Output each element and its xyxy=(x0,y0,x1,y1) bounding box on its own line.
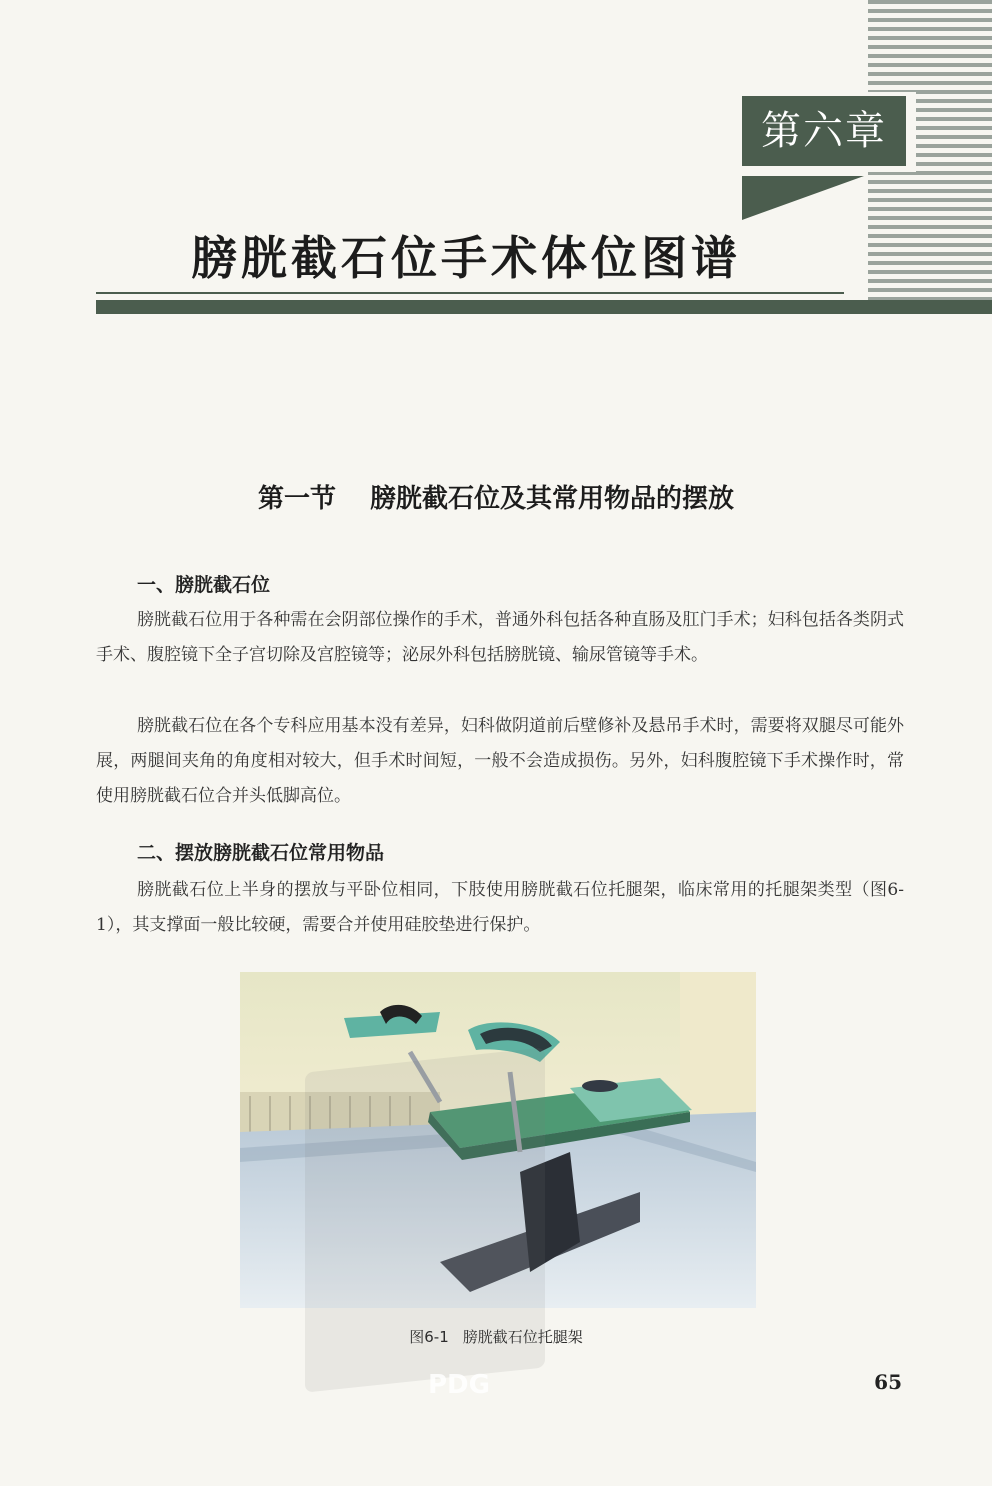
section-heading: 膀胱截石位及其常用物品的摆放 xyxy=(370,484,735,514)
section-title xyxy=(0,478,992,515)
figure-number: 图6-1 xyxy=(409,1328,449,1346)
section-number: 第一节 xyxy=(257,484,336,514)
paragraph-3: 膀胱截石位上半身的摆放与平卧位相同，下肢使用膀胱截石位托腿架，临床常用的托腿架类型（图6-1），其支撑面一般比较硬，需要合并使用硅胶垫进行保护。 xyxy=(96,880,904,935)
watermark-stamp xyxy=(305,1047,545,1392)
subsection-heading-2: 二、摆放膀胱截石位常用物品 xyxy=(137,842,385,864)
chapter-title: 膀胱截石位手术体位图谱 xyxy=(191,231,741,285)
title-rule-thin xyxy=(96,292,844,294)
title-rule-thick xyxy=(96,300,992,314)
subsection-heading-1: 一、膀胱截石位 xyxy=(137,574,271,596)
figure-caption-text: 膀胱截石位托腿架 xyxy=(462,1328,583,1346)
chapter-label: 第六章 xyxy=(742,96,906,166)
paragraph-1: 膀胱截石位用于各种需在会阴部位操作的手术，普通外科包括各种直肠及肛门手术；妇科包括各类阴式手术、腹腔镜下全子宫切除及宫腔镜等；泌尿外科包括膀胱镜、输尿管镜等手术。 xyxy=(96,610,904,665)
watermark-text: PDG xyxy=(428,1370,490,1400)
page-number: 65 xyxy=(874,1370,902,1394)
paragraph-2: 膀胱截石位在各个专科应用基本没有差异，妇科做阴道前后壁修补及悬吊手术时，需要将双腿尽可能外展，两腿间夹角的角度相对较大，但手术时间短，一般不会造成损伤。另外，妇科腹腔镜下手术操作时，常使用膀胱截石位合并头低脚高位。 xyxy=(96,716,904,806)
chapter-label-flag xyxy=(742,176,864,220)
